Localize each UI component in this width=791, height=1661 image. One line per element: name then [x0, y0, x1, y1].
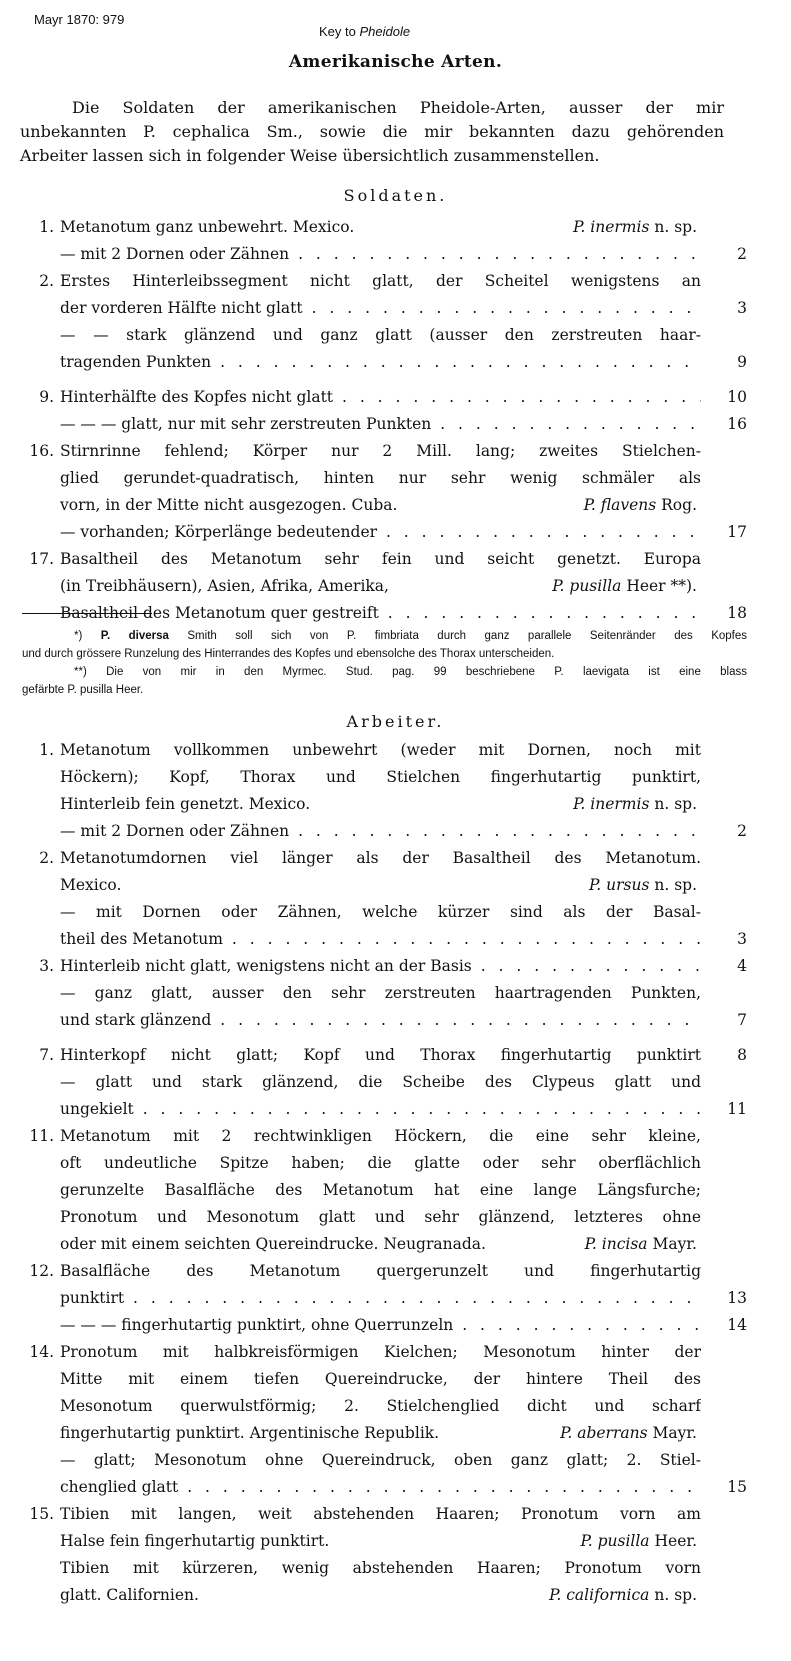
intro-line: Die Soldaten der amerikanischen Pheidole-Arten, ausser der mir	[72, 98, 724, 117]
couplet-number: 2.	[39, 849, 54, 867]
couplet-reference: 16	[727, 415, 747, 433]
species-author: n. sp.	[654, 1586, 697, 1604]
intro-line: Arbeiter lassen sich in folgender Weise übersichtlich zusammenstellen.	[20, 146, 600, 165]
couplet-reference: 7	[737, 1011, 747, 1029]
key-couplet-line	[22, 1474, 747, 1501]
key-couplet-line	[22, 1177, 747, 1204]
couplet-number: 15.	[29, 1505, 54, 1523]
couplet-number: 2.	[39, 272, 54, 290]
couplet-text: Höckern); Kopf, Thorax und Stielchen fingerhutartig punktirt,	[60, 768, 701, 786]
key-couplet-line	[22, 465, 747, 492]
couplet-text: (in Treibhäusern), Asien, Afrika, Amerika,	[60, 577, 389, 595]
couplet-number: 9.	[39, 388, 54, 406]
key-couplet-line	[22, 926, 747, 953]
couplet-reference: 3	[737, 299, 747, 317]
couplet-number: 14.	[29, 1343, 54, 1361]
key-couplet-line	[22, 1231, 747, 1258]
soldaten-key	[22, 214, 747, 627]
couplet-text: Metanotum vollkommen unbewehrt (weder mit Dornen, noch mit	[60, 741, 701, 759]
key-couplet-line	[22, 349, 747, 376]
couplet-text: der vorderen Hälfte nicht glatt . . .	[60, 295, 701, 322]
species-binomial: P. pusilla	[580, 1532, 650, 1550]
footnote-line	[22, 681, 747, 699]
intro-line: unbekannten P. cephalica Sm., sowie die mir bekannten dazu gehörenden	[20, 122, 724, 141]
key-couplet-line	[22, 1123, 747, 1150]
key-couplet-line	[22, 791, 747, 818]
couplet-text: Metanotum ganz unbewehrt. Mexico.	[60, 218, 355, 236]
couplet-reference: 18	[727, 604, 747, 622]
key-couplet-line	[22, 1285, 747, 1312]
couplet-text: Tibien mit langen, weit abstehenden Haaren; Pronotum vorn am	[60, 1505, 701, 1523]
key-couplet-line	[22, 268, 747, 295]
key-couplet-line	[22, 1258, 747, 1285]
couplet-text: Erstes Hinterleibssegment nicht glatt, der Scheitel wenigstens an	[60, 272, 701, 290]
key-couplet-line	[22, 1339, 747, 1366]
couplet-text: Halse fein fingerhutartig punktirt.	[60, 1532, 330, 1550]
key-couplet-line	[22, 1366, 747, 1393]
key-genus: Pheidole	[359, 24, 411, 39]
soldaten-heading: Soldaten.	[343, 186, 448, 205]
couplet-reference: 8	[737, 1046, 747, 1064]
species-name	[574, 1528, 697, 1555]
couplet-number: 3.	[39, 957, 54, 975]
species-binomial: P. inermis	[573, 218, 650, 236]
couplet-text: Mitte mit einem tiefen Quereindrucke, der hintere Theil des	[60, 1370, 701, 1388]
couplet-text: glatt. Californien.	[60, 1586, 199, 1604]
species-name	[567, 214, 697, 241]
key-couplet-line	[22, 241, 747, 268]
key-couplet-line	[22, 1393, 747, 1420]
key-label	[319, 24, 410, 39]
species-binomial: P. flavens	[583, 496, 657, 514]
key-couplet-line	[22, 492, 747, 519]
couplet-reference: 2	[737, 822, 747, 840]
species-name	[579, 1231, 697, 1258]
couplet-reference: 3	[737, 930, 747, 948]
key-prefix: Key to	[319, 24, 360, 39]
couplet-text: Tibien mit kürzeren, wenig abstehenden Haaren; Pronotum vorn	[60, 1559, 701, 1577]
species-author: Heer.	[654, 1532, 697, 1550]
couplet-text: — — — glatt, nur mit sehr zerstreuten Punkten . . .	[60, 411, 701, 438]
couplet-text: — — — fingerhutartig punktirt, ohne Querrunzeln . . .	[60, 1312, 701, 1339]
couplet-text: Stirnrinne fehlend; Körper nur 2 Mill. lang; zweites Stielchen-	[60, 442, 701, 460]
species-binomial: P. ursus	[588, 876, 650, 894]
key-couplet-line	[22, 980, 747, 1007]
couplet-text: — ganz glatt, ausser den sehr zerstreuten haartragenden Punkten,	[60, 984, 701, 1002]
couplet-number: 1.	[39, 741, 54, 759]
key-couplet-line	[22, 573, 747, 600]
footnote-species: P. diversa	[100, 630, 169, 642]
couplet-text: Hinterleib fein genetzt. Mexico.	[60, 795, 311, 813]
footnote-text: Smith soll sich von P. fimbriata durch ganz parallele Seitenränder des Kopfes	[168, 630, 747, 642]
arbeiter-key	[22, 737, 747, 1609]
key-couplet-line	[22, 1447, 747, 1474]
key-couplet-line	[22, 737, 747, 764]
key-couplet-line	[22, 1042, 747, 1069]
couplet-text: Basalfläche des Metanotum quergerunzelt und fingerhutartig	[60, 1262, 701, 1280]
couplet-text: theil des Metanotum . . .	[60, 926, 701, 953]
footnote-line	[22, 645, 747, 663]
couplet-number: 1.	[39, 218, 54, 236]
couplet-number: 17.	[29, 550, 54, 568]
couplet-text: Mexico.	[60, 876, 122, 894]
couplet-text: chenglied glatt . . .	[60, 1474, 701, 1501]
couplet-text: ungekielt . . .	[60, 1096, 701, 1123]
footnote-rule	[22, 613, 152, 614]
couplet-reference: 13	[727, 1289, 747, 1307]
couplet-text: Pronotum und Mesonotum glatt und sehr glänzend, letzteres ohne	[60, 1208, 701, 1226]
couplet-text: tragenden Punkten . . .	[60, 349, 701, 376]
couplet-number: 11.	[29, 1127, 54, 1145]
couplet-text: Hinterleib nicht glatt, wenigstens nicht an der Basis . . .	[60, 953, 701, 980]
species-binomial: P. incisa	[584, 1235, 648, 1253]
key-couplet-line	[22, 384, 747, 411]
species-author: Rog.	[661, 496, 697, 514]
couplet-text: und stark glänzend . . .	[60, 1007, 701, 1034]
couplet-number: 7.	[39, 1046, 54, 1064]
footnote-mark: *)	[74, 630, 83, 642]
couplet-text: punktirt . . .	[60, 1285, 701, 1312]
couplet-text: oft undeutliche Spitze haben; die glatte oder sehr oberflächlich	[60, 1154, 701, 1172]
couplet-text: Pronotum mit halbkreisförmigen Kielchen; Mesonotum hinter der	[60, 1343, 701, 1361]
key-couplet-line	[22, 845, 747, 872]
couplet-text: oder mit einem seichten Quereindrucke. Neugranada.	[60, 1235, 486, 1253]
row-gap	[22, 1034, 747, 1042]
couplet-reference: 11	[727, 1100, 747, 1118]
couplet-text: — mit 2 Dornen oder Zähnen . . .	[60, 241, 701, 268]
key-couplet-line	[22, 899, 747, 926]
species-name	[543, 1582, 697, 1609]
couplet-text: — glatt; Mesonotum ohne Quereindruck, oben ganz glatt; 2. Stiel-	[60, 1451, 701, 1469]
species-binomial: P. aberrans	[560, 1424, 648, 1442]
couplet-reference: 14	[727, 1316, 747, 1334]
footnote-line	[22, 663, 747, 681]
species-binomial: P. inermis	[573, 795, 650, 813]
key-couplet-line	[22, 1204, 747, 1231]
footnote-text: Die von mir in den Myrmec. Stud. pag. 99 beschriebene P. laevigata ist eine blass	[106, 666, 747, 678]
key-couplet-line	[22, 214, 747, 241]
arbeiter-heading: Arbeiter.	[346, 712, 445, 731]
key-couplet-line	[22, 1528, 747, 1555]
species-author: n. sp.	[654, 876, 697, 894]
couplet-text: Basaltheil des Metanotum quer gestreift . . .	[60, 600, 701, 627]
key-couplet-line	[22, 1069, 747, 1096]
couplet-reference: 15	[727, 1478, 747, 1496]
footnote-text: und durch grössere Runzelung des Hinterrandes des Kopfes und ebensolche des Thorax unterscheiden.	[22, 648, 555, 660]
couplet-reference: 2	[737, 245, 747, 263]
footnote-line	[22, 627, 747, 645]
page-title: Amerikanische Arten.	[288, 52, 503, 72]
species-name	[567, 791, 697, 818]
species-name	[578, 492, 697, 519]
key-couplet-line	[22, 438, 747, 465]
key-couplet-line	[22, 872, 747, 899]
key-couplet-line	[22, 764, 747, 791]
key-couplet-line	[22, 1150, 747, 1177]
key-couplet-line	[22, 1555, 747, 1582]
species-author: Heer **).	[626, 577, 697, 595]
couplet-text: gerunzelte Basalfläche des Metanotum hat eine lange Längsfurche;	[60, 1181, 701, 1199]
couplet-text: — mit 2 Dornen oder Zähnen . . .	[60, 818, 701, 845]
species-author: Mayr.	[652, 1424, 697, 1442]
key-couplet-line	[22, 953, 747, 980]
row-gap	[22, 376, 747, 384]
couplet-reference: 17	[727, 523, 747, 541]
key-couplet-line	[22, 546, 747, 573]
couplet-text: vorn, in der Mitte nicht ausgezogen. Cuba.	[60, 496, 398, 514]
key-couplet-line	[22, 295, 747, 322]
footnote-text: gefärbte P. pusilla Heer.	[22, 684, 144, 696]
couplet-text: — vorhanden; Körperlänge bedeutender . . .	[60, 519, 701, 546]
couplet-reference: 9	[737, 353, 747, 371]
couplet-text: — glatt und stark glänzend, die Scheibe des Clypeus glatt und	[60, 1073, 701, 1091]
key-couplet-line	[22, 1582, 747, 1609]
footnotes	[22, 627, 747, 699]
couplet-text: Metanotumdornen viel länger als der Basaltheil des Metanotum.	[60, 849, 701, 867]
species-author: Mayr.	[652, 1235, 697, 1253]
key-couplet-line	[22, 1312, 747, 1339]
couplet-text: Metanotum mit 2 rechtwinkligen Höckern, die eine sehr kleine,	[60, 1127, 701, 1145]
couplet-number: 16.	[29, 442, 54, 460]
couplet-reference: 10	[727, 388, 747, 406]
couplet-text: Basaltheil des Metanotum sehr fein und seicht genetzt. Europa	[60, 550, 701, 568]
couplet-reference: 4	[737, 957, 747, 975]
species-name	[554, 1420, 697, 1447]
footnote-mark: **)	[74, 666, 87, 678]
couplet-text: — mit Dornen oder Zähnen, welche kürzer sind als der Basal-	[60, 903, 701, 921]
key-couplet-line	[22, 818, 747, 845]
couplet-text: fingerhutartig punktirt. Argentinische Republik.	[60, 1424, 440, 1442]
key-couplet-line	[22, 1501, 747, 1528]
species-name	[583, 872, 697, 899]
key-couplet-line	[22, 1007, 747, 1034]
species-binomial: P. pusilla	[552, 577, 622, 595]
key-couplet-line	[22, 519, 747, 546]
couplet-text: — — stark glänzend und ganz glatt (ausser den zerstreuten haar-	[60, 326, 701, 344]
species-author: n. sp.	[654, 218, 697, 236]
couplet-text: Hinterkopf nicht glatt; Kopf und Thorax fingerhutartig punktirt	[60, 1046, 701, 1064]
intro-paragraph	[20, 96, 724, 168]
citation-label: Mayr 1870: 979	[34, 12, 125, 27]
species-name	[546, 573, 697, 600]
key-couplet-line	[22, 411, 747, 438]
couplet-text: Hinterhälfte des Kopfes nicht glatt . . .	[60, 384, 701, 411]
couplet-text: Mesonotum querwulstförmig; 2. Stielchenglied dicht und scharf	[60, 1397, 701, 1415]
key-couplet-line	[22, 1420, 747, 1447]
species-author: n. sp.	[654, 795, 697, 813]
couplet-text: glied gerundet-quadratisch, hinten nur sehr wenig schmäler als	[60, 469, 701, 487]
couplet-number: 12.	[29, 1262, 54, 1280]
key-couplet-line	[22, 322, 747, 349]
species-binomial: P. californica	[549, 1586, 650, 1604]
key-couplet-line	[22, 1096, 747, 1123]
